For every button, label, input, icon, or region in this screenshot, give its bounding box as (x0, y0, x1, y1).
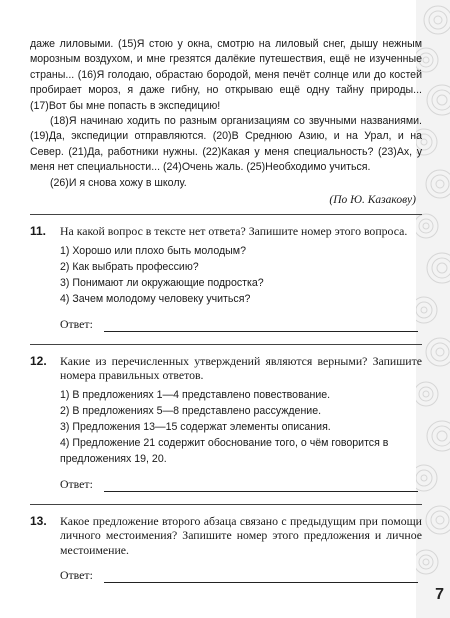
passage-paragraph-2: (18)Я начинаю ходить по разным организациям со звучными названиями. (19)Да, экспедиции отправляются. (20)В Среднюю Азию, и на Урал, и на Север. (21)Да, работники нужны. (22)Какая у меня специальность? (23)Ах, у меня нет специальности... (24)Очень жаль. (25)Необходимо учиться. (30, 115, 422, 174)
section-divider (30, 504, 422, 505)
answer-label: Ответ: (60, 476, 93, 491)
answer-row (60, 568, 422, 583)
page-number: 7 (435, 586, 444, 603)
passage-paragraph-1: даже лиловыми. (15)Я стою у окна, смотрю на лиловый снег, дышу нежным морозным воздухом, и мне грезятся далёкие путешествия, ещё не изученные страны... (16)Я голодаю, обрастаю бородой, меня печёт солнце или до костей пробирает мороз, я даже гибну, но открываю ещё одну тайну природы... (17)Вот бы мне попасть в экспедицию! (30, 38, 422, 112)
answer-line[interactable] (104, 479, 418, 492)
task-body (60, 224, 422, 336)
task-11 (30, 224, 422, 336)
answer-label: Ответ: (60, 567, 93, 582)
page-content (30, 37, 422, 587)
task-question: Какие из перечисленных утверждений являются верными? Запишите номера правильных ответов. (60, 353, 422, 383)
answer-label: Ответ: (60, 316, 93, 331)
task-option: 3) Понимают ли окружающие подростка? (60, 276, 264, 289)
task-option: 2) Как выбрать профессию? (60, 260, 199, 273)
task-number: 12. (30, 353, 47, 368)
section-divider (30, 214, 422, 215)
task-option: 3) Предложения 13—15 содержат элементы описания. (60, 420, 331, 433)
answer-line[interactable] (104, 570, 418, 583)
task-option: 2) В предложениях 5—8 представлено рассуждение. (60, 404, 322, 417)
task-body (60, 354, 422, 496)
task-question: Какое предложение второго абзаца связано с предыдущим при помощи личного местоимения? Запишите номер этого предложения и личное местоимение. (60, 513, 422, 558)
task-option: 4) Предложение 21 содержит обоснование того, о чём говорится в предложениях 19, 20. (60, 436, 389, 465)
section-divider (30, 344, 422, 345)
passage-paragraph-3: (26)И я снова хожу в школу. (50, 176, 187, 189)
task-body (60, 514, 422, 587)
task-number: 11. (30, 224, 47, 239)
answer-row (60, 477, 422, 492)
task-option: 1) В предложениях 1—4 представлено повествование. (60, 388, 331, 401)
answer-line[interactable] (104, 319, 418, 332)
task-number: 13. (30, 513, 47, 528)
task-12 (30, 354, 422, 496)
passage-attribution: (По Ю. Казакову) (329, 194, 416, 207)
task-13 (30, 514, 422, 587)
answer-row (60, 317, 422, 332)
task-option: 4) Зачем молодому человеку учиться? (60, 292, 251, 305)
task-question: На какой вопрос в тексте нет ответа? Запишите номер этого вопроса. (60, 224, 408, 239)
task-option: 1) Хорошо или плохо быть молодым? (60, 244, 246, 257)
